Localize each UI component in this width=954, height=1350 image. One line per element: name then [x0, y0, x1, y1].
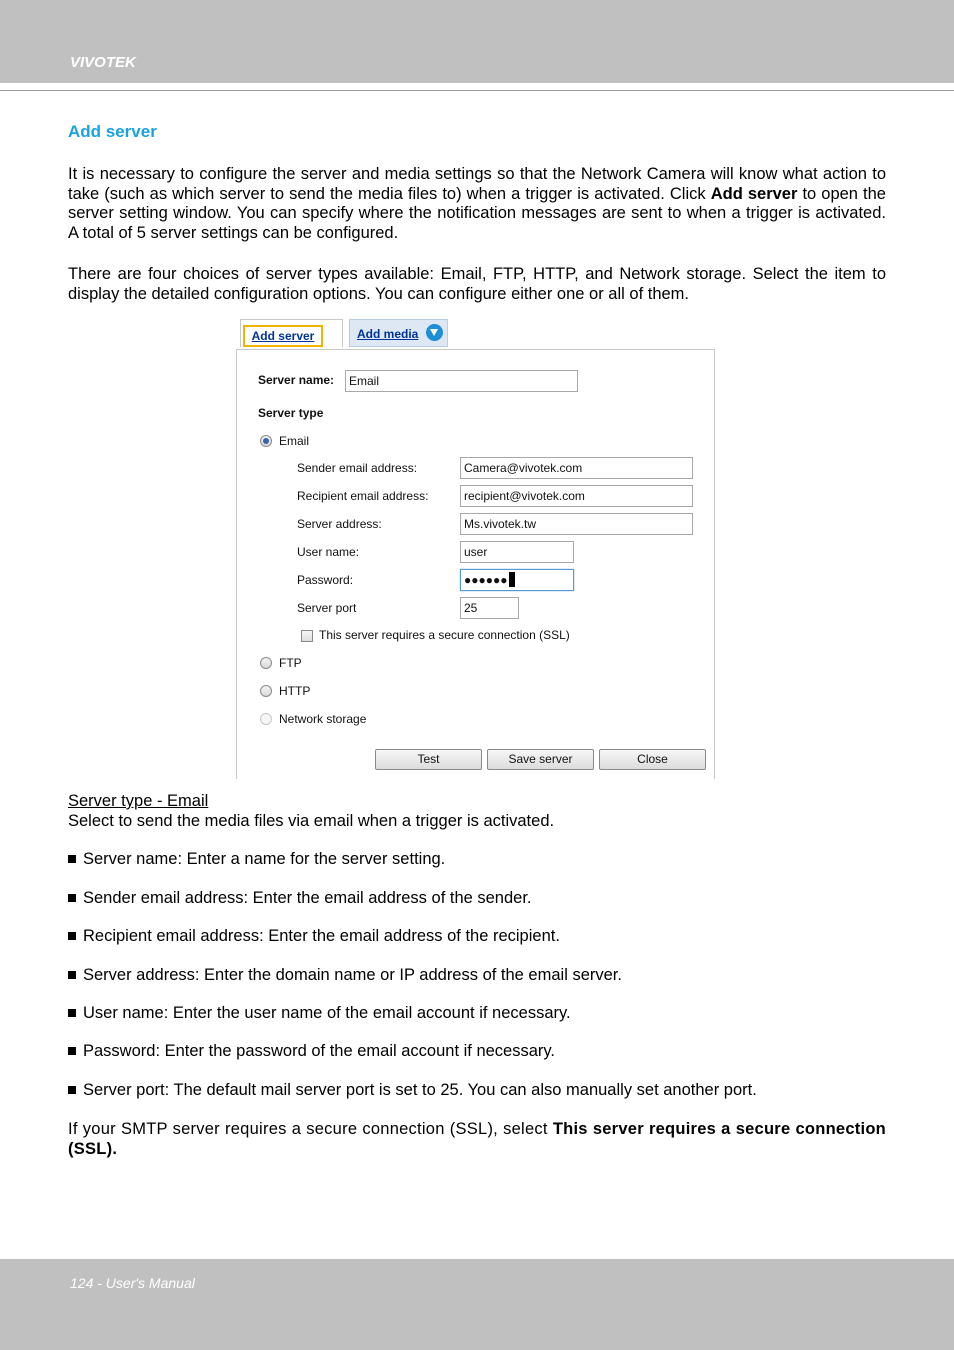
- radio-ftp[interactable]: [260, 657, 272, 669]
- bullet-square-icon: [68, 894, 76, 902]
- page-header: [0, 0, 954, 83]
- bullet-square-icon: [68, 1086, 76, 1094]
- radio-ftp-label: FTP: [279, 656, 302, 670]
- tab-add-media-label: Add media: [357, 327, 419, 341]
- list-item: User name: Enter the user name of the email account if necessary.: [68, 1004, 571, 1023]
- text-caret: [509, 572, 515, 587]
- save-server-button[interactable]: Save server: [487, 749, 594, 770]
- list-item: Server name: Enter a name for the server setting.: [68, 850, 445, 869]
- radio-network-storage-label: Network storage: [279, 712, 367, 726]
- radio-http-label: HTTP: [279, 684, 311, 698]
- server-name-label: Server name:: [258, 373, 335, 387]
- list-item: Password: Enter the password of the email account if necessary.: [68, 1042, 555, 1061]
- test-button[interactable]: Test: [375, 749, 482, 770]
- list-item: Sender email address: Enter the email address of the sender.: [68, 889, 532, 908]
- bullet-square-icon: [68, 1047, 76, 1055]
- server-port-input[interactable]: 25: [460, 597, 519, 619]
- chevron-down-icon[interactable]: [426, 324, 443, 341]
- email-section-desc: Select to send the media files via email when a trigger is activated.: [68, 812, 555, 830]
- password-mask: ●●●●●●: [464, 573, 508, 587]
- email-section-heading: Server type - Email: [68, 792, 209, 810]
- header-divider: [0, 90, 954, 91]
- password-input[interactable]: [460, 569, 574, 591]
- sender-email-input[interactable]: Camera@vivotek.com: [460, 457, 693, 479]
- add-server-emphasis: Add server: [710, 184, 798, 203]
- server-address-label: Server address:: [297, 517, 382, 531]
- radio-email-label: Email: [279, 434, 310, 448]
- user-name-label: User name:: [297, 545, 360, 559]
- ssl-option-emphasis: This server requires a secure connection (SSL).: [68, 1120, 886, 1158]
- server-name-input[interactable]: Email: [345, 370, 578, 392]
- user-name-input[interactable]: user: [460, 541, 574, 563]
- server-port-label: Server port: [297, 601, 357, 615]
- list-item: Server port: The default mail server port is set to 25. You can also manually set another port.: [68, 1081, 757, 1100]
- radio-http[interactable]: [260, 685, 272, 697]
- intro-paragraph: It is necessary to configure the server and media settings so that the Network Camera will know what action to take (such as which server to send the media files to) when a trigger is activated. Click Add server to open the server setting window. You can specify where the notification messages are sent to when a trigger is activated. A total of 5 server settings can be configured.: [68, 165, 886, 243]
- radio-network-storage[interactable]: [260, 713, 272, 725]
- list-item: Server address: Enter the domain name or IP address of the email server.: [68, 966, 622, 985]
- brand-logo: VIVOTEK: [70, 54, 136, 71]
- ssl-checkbox[interactable]: [301, 630, 313, 642]
- server-types-paragraph: There are four choices of server types available: Email, FTP, HTTP, and Network storage. Select the item to display the detailed configuration options. You can configure either one or all of them.: [68, 265, 886, 303]
- tab-add-server-label: Add server: [243, 325, 323, 347]
- section-title: Add server: [68, 122, 157, 141]
- bullet-square-icon: [68, 971, 76, 979]
- tab-add-media[interactable]: [349, 319, 448, 347]
- page-footer: [0, 1259, 954, 1350]
- page-number: 124 - User's Manual: [70, 1275, 195, 1291]
- server-type-label: Server type: [258, 406, 324, 420]
- bullet-square-icon: [68, 932, 76, 940]
- recipient-email-label: Recipient email address:: [297, 489, 429, 503]
- server-address-input[interactable]: Ms.vivotek.tw: [460, 513, 693, 535]
- recipient-email-input[interactable]: recipient@vivotek.com: [460, 485, 693, 507]
- sender-email-label: Sender email address:: [297, 461, 418, 475]
- bullet-square-icon: [68, 855, 76, 863]
- tab-add-server[interactable]: [240, 319, 343, 347]
- list-item: Recipient email address: Enter the email address of the recipient.: [68, 927, 560, 946]
- bullet-square-icon: [68, 1009, 76, 1017]
- ssl-note-paragraph: If your SMTP server requires a secure connection (SSL), select This server requires a secure connection (SSL).: [68, 1120, 886, 1158]
- ssl-checkbox-label: This server requires a secure connection (SSL): [319, 628, 570, 642]
- radio-email[interactable]: [260, 435, 272, 447]
- close-button[interactable]: Close: [599, 749, 706, 770]
- password-label: Password:: [297, 573, 354, 587]
